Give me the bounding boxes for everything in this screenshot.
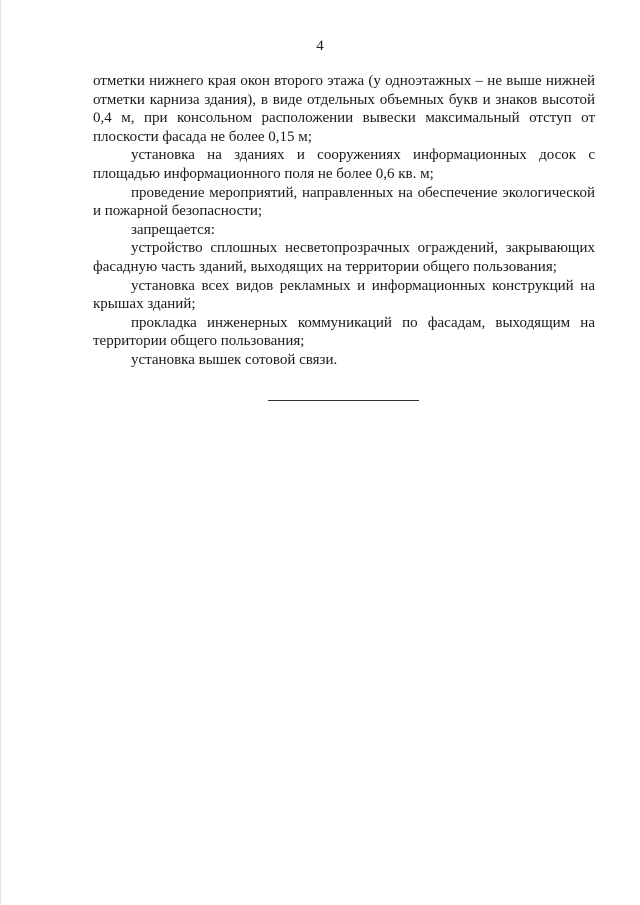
paragraph-info-boards: установка на зданиях и сооружениях информационных досок с площадью информационного поля не более 0,6 кв. м; — [93, 147, 595, 182]
page-edge — [0, 0, 1, 905]
document-body — [93, 72, 595, 370]
paragraph-roof-advertising: установка всех видов рекламных и информационных конструкций на крышах зданий; — [93, 277, 595, 313]
end-divider-line — [268, 400, 419, 401]
paragraph-safety-measures: проведение мероприятий, направленных на обеспечение экологической и пожарной безопасности; — [93, 184, 595, 220]
paragraph-solid-fences: устройство сплошных несветопрозрачных ограждений, закрывающих фасадную часть зданий, выходящих на территории общего пользования; — [93, 240, 595, 275]
paragraph-cell-towers: установка вышек сотовой связи. — [131, 351, 338, 368]
page-number: 4 — [316, 38, 324, 54]
paragraph-prohibited-heading: запрещается: — [131, 221, 215, 238]
paragraph-facade-utilities: прокладка инженерных коммуникаций по фасадам, выходящим на территории общего пользования; — [93, 314, 595, 350]
paragraph-window-marks: отметки нижнего края окон второго этажа (у одноэтажных – не выше нижней отметки карниза здания), в виде отдельных объемных букв и знаков высотой 0,4 м, при консольном расположении вывески максимальный отступ от плоскости фасада не более 0,15 м; — [93, 73, 595, 145]
